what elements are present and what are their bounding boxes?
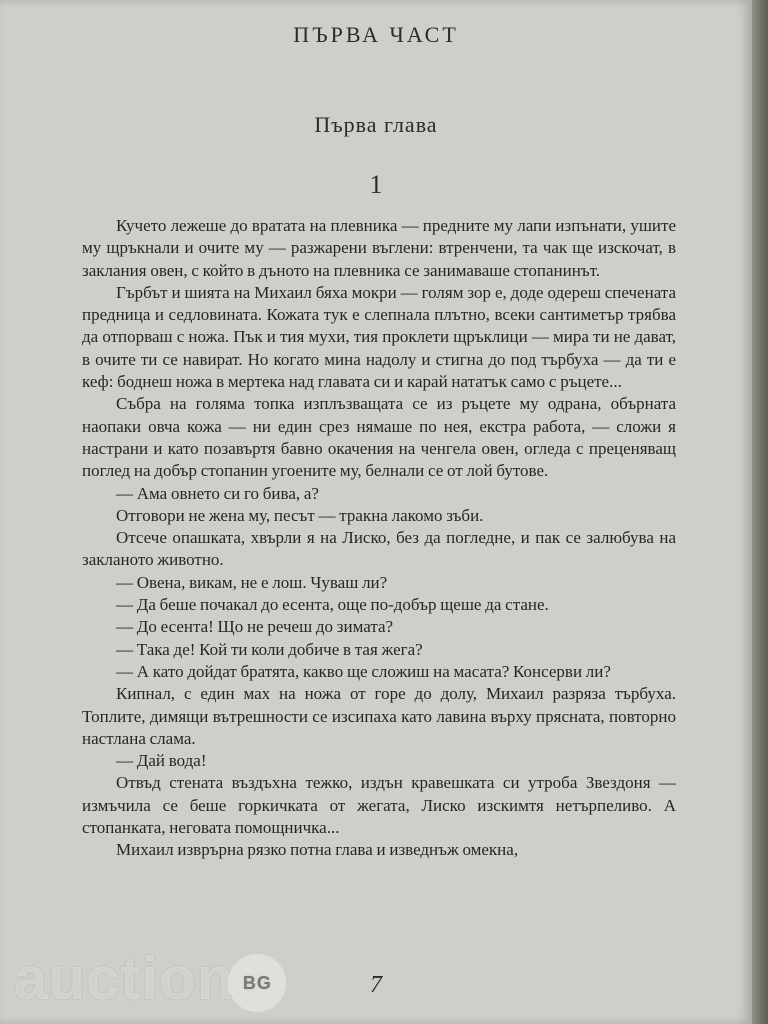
paragraph: Гърбът и шията на Михаил бяха мокри — голям зор е, доде одереш спечената предница и седловината. Кожата тук е слепнала плътно, всеки сантиметър трябва да отпорваш с ножа. Пък и тия мухи, тия проклети щръклици — мира ти не дават, в очите ти се навират. Но когато мина надолу и стигна до под търбуха — да ти е кеф: боднеш ножа в мертека над главата си и карай нататък само с ръцете... [82,282,676,392]
paragraph: Събра на голяма топка изплъзващата се из ръцете му одрана, обърната наопаки овча кожа — ни един срез нямаше по нея, екстра работа, — сложи я настрани и като позавъртя бавно окачения на ченгела овен, огледа с преценяващ поглед на добър стопанин угоените му, белнали се от лой бутове. [82,394,676,481]
watermark-badge: BG [228,954,286,1012]
paragraph: — Да беше почакал до есента, още по-добър щеше да стане. [116,595,549,615]
paragraph: — Овена, викам, не е лош. Чуваш ли? [116,572,388,592]
paragraph: — Така де! Кой ти коли добиче в тая жега? [116,639,423,659]
paragraph: — Дай вода! [116,751,207,771]
part-title: ПЪРВА ЧАСТ [293,22,459,47]
section-number: 1 [369,170,383,199]
paragraph: Отговори не жена му, песът — тракна лакомо зъби. [116,505,484,525]
paragraph: Михаил изврърна рязко потна глава и изведнъж омекна, [116,840,519,860]
page-number: 7 [370,972,382,998]
book-spine [752,0,768,1024]
paragraph: Отвъд стената въздъхна тежко, издън кравешката си утроба Звездоня — измъчила се беше горкичката от жегата, Лиско изскимтя нетърпеливо. А стопанката, неговата помощничка... [82,773,676,838]
body-text [82,215,676,862]
watermark-text: auction [14,945,235,1012]
auction-watermark [14,944,286,1013]
paragraph: Кучето лежеше до вратата на плевника — предните му лапи изпънати, ушите му щръкнали и очите му — разжарени въглени: втренчени, та чак ще изскочат, в заклания овен, с който в дъното на плевника се занимаваше стопанинът. [82,216,676,280]
paragraph: — А като дойдат братята, какво ще сложиш на масата? Консерви ли? [116,661,611,681]
paragraph: Кипнал, с един мах на ножа от горе до долу, Михаил разряза търбуха. Топлите, димящи вътрешности се изсипаха като лавина върху прясната, повторно настлана слама. [82,684,676,748]
chapter-title: Първа глава [314,112,438,137]
paragraph: — До есента! Що не речеш до зимата? [116,617,394,637]
paragraph: — Ама овнето си го бива, а? [116,483,319,503]
paragraph: Отсече опашката, хвърли я на Лиско, без да погледне, и пак се залюбува на закланото животно. [82,528,676,570]
